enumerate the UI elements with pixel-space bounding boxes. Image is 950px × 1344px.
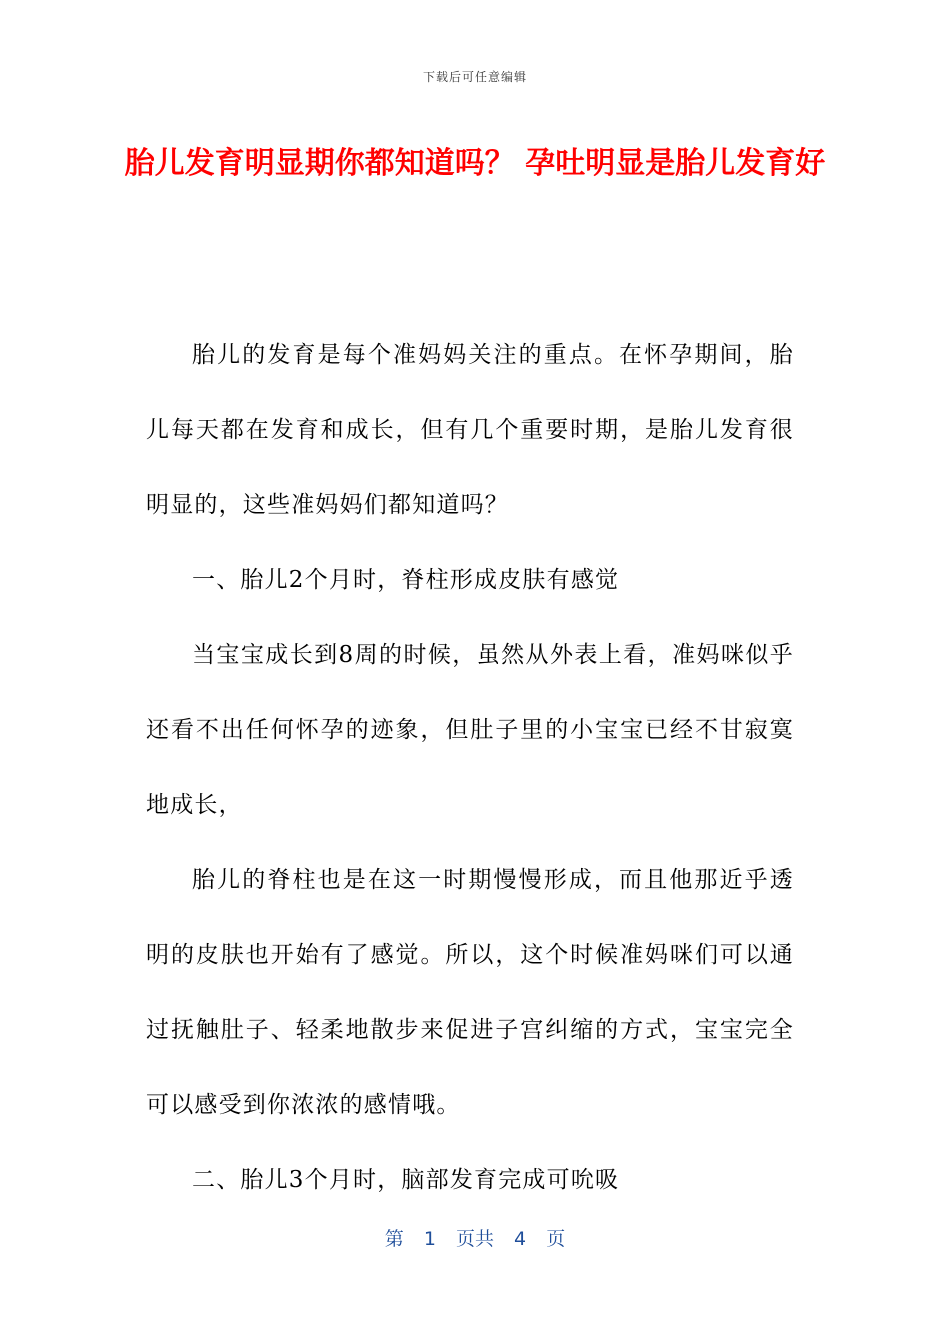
paragraph-intro: 胎儿的发育是每个准妈妈关注的重点。在怀孕期间，胎儿每天都在发育和成长，但有几个重要时期，是胎儿发育很明显的，这些准妈妈们都知道吗？: [146, 342, 794, 518]
document-body: [146, 318, 794, 1218]
footer-suffix: 页: [546, 1228, 566, 1250]
footer-middle: 页共: [455, 1228, 494, 1250]
footer-prefix: 第: [384, 1228, 404, 1250]
section-heading-1: 一、胎儿2个月时，脊柱形成皮肤有感觉: [192, 567, 620, 593]
document-title: 胎儿发育明显期你都知道吗？ 孕吐明显是胎儿发育好: [124, 146, 826, 181]
page-number-footer: [0, 1224, 950, 1251]
paragraph-spine: 胎儿的脊柱也是在这一时期慢慢形成，而且他那近乎透明的皮肤也开始有了感觉。所以，这个时候准妈咪们可以通过抚触肚子、轻柔地散步来促进子宫纠缩的方式，宝宝完全可以感受到你浓浓的感情哦。: [146, 867, 794, 1118]
section-heading-2: 二、胎儿3个月时，脑部发育完成可吮吸: [192, 1167, 620, 1193]
header-note: 下载后可任意编辑: [422, 70, 527, 84]
footer-total-pages: 4: [514, 1228, 527, 1250]
paragraph-week8: 当宝宝成长到8周的时候，虽然从外表上看，准妈咪似乎还看不出任何怀孕的迹象，但肚子里的小宝宝已经不甘寂寞地成长，: [146, 642, 794, 818]
footer-current-page: 1: [423, 1228, 436, 1250]
